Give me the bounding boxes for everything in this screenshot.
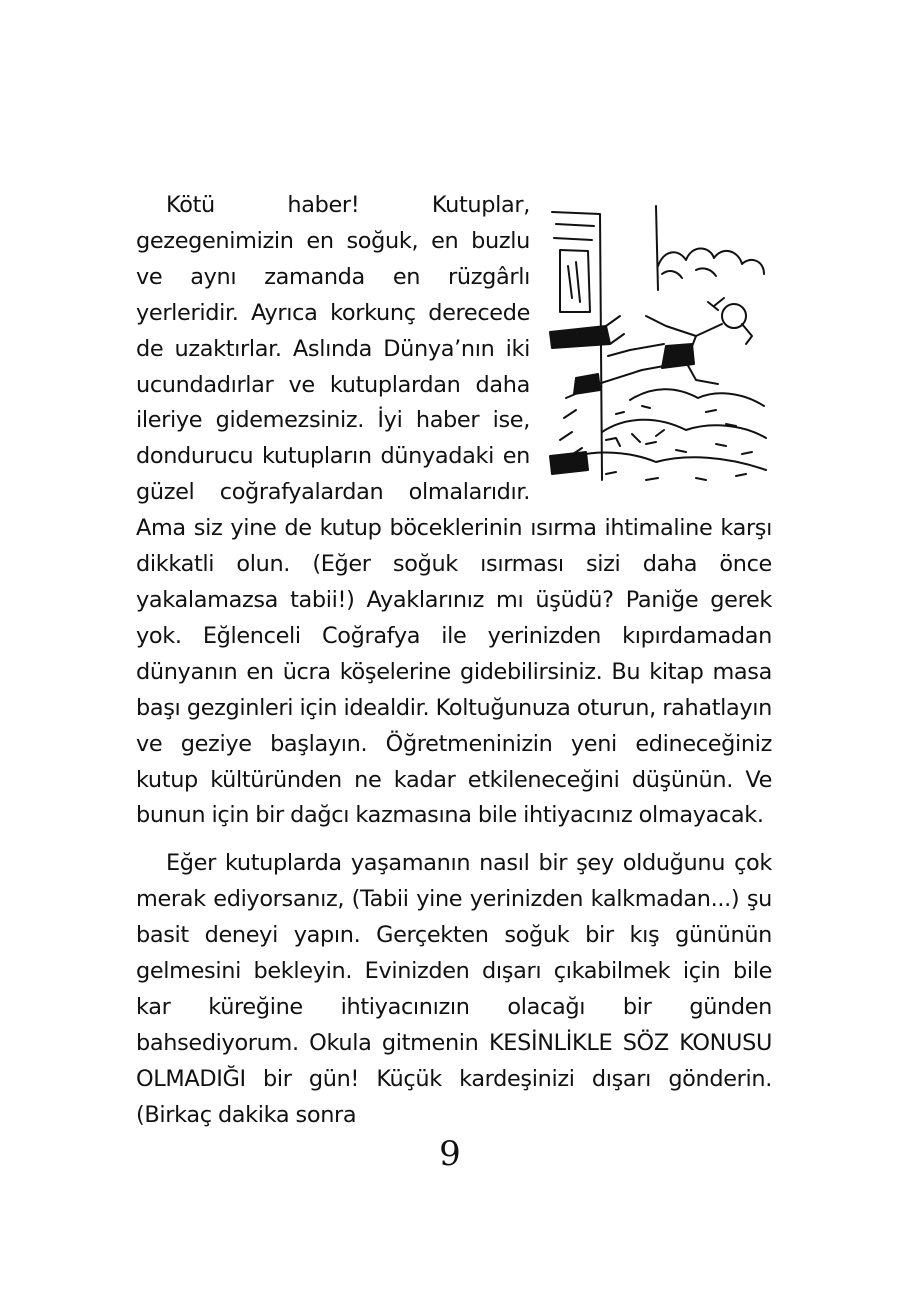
page-number: 9 [439,1134,461,1174]
cartoon-illustration [546,194,772,486]
child-in-snow-icon [546,194,772,486]
paragraph-1: Kötü haber! Kutuplar, gezegenimizin en soğuk, en buzlu ve aynı zamanda en rüzgârlı yerleridir. Ayrıca korkunç derecede de uzaktırlar. Aslında Dünya’nın iki ucundadırlar ve kutuplardan daha ileriye gidemezsiniz. İyi haber ise, dondurucu kutupların dünyadaki en güzel coğrafyalardan olmalarıdır. Ama siz yine de kutup böceklerinin ısırma ihtimaline karşı dikkatli olun. (Eğer soğuk ısırması sizi daha önce yakalamazsa tabii!) Ayaklarınız mı üşüdü? Paniğe gerek yok. Eğlenceli Coğrafya ile yerinizden kıpırdamadan dünyanın en ücra köşelerine gidebilirsiniz. Bu kitap masa başı gezginleri için idealdir. Koltuğunuza oturun, rahatlayın ve geziye başlayın. Öğretmeninizin yeni edineceğiniz kutup kültüründen ne kadar etkileneceğini düşünün. Ve bunun için bir dağcı kazmasına bile ihtiyacınız olmayacak. [136,192,772,829]
paragraph-2: Eğer kutuplarda yaşamanın nasıl bir şey olduğunu çok merak ediyorsanız, (Tabii yine yerinizden kalkmadan...) şu basit deneyi yapın. Gerçekten soğuk bir kış gününün gelmesini bekleyin. Evinizden dışarı çıkabilmek için bile kar küreğine ihtiyacınızın olacağı bir günden bahsediyorum. Okula gitmenin KESİNLİKLE SÖZ KONUSU OLMADIĞI bir gün! Küçük kardeşinizi dışarı gönderin. (Birkaç dakika sonra [136,850,772,1128]
page-body [136,188,772,1134]
